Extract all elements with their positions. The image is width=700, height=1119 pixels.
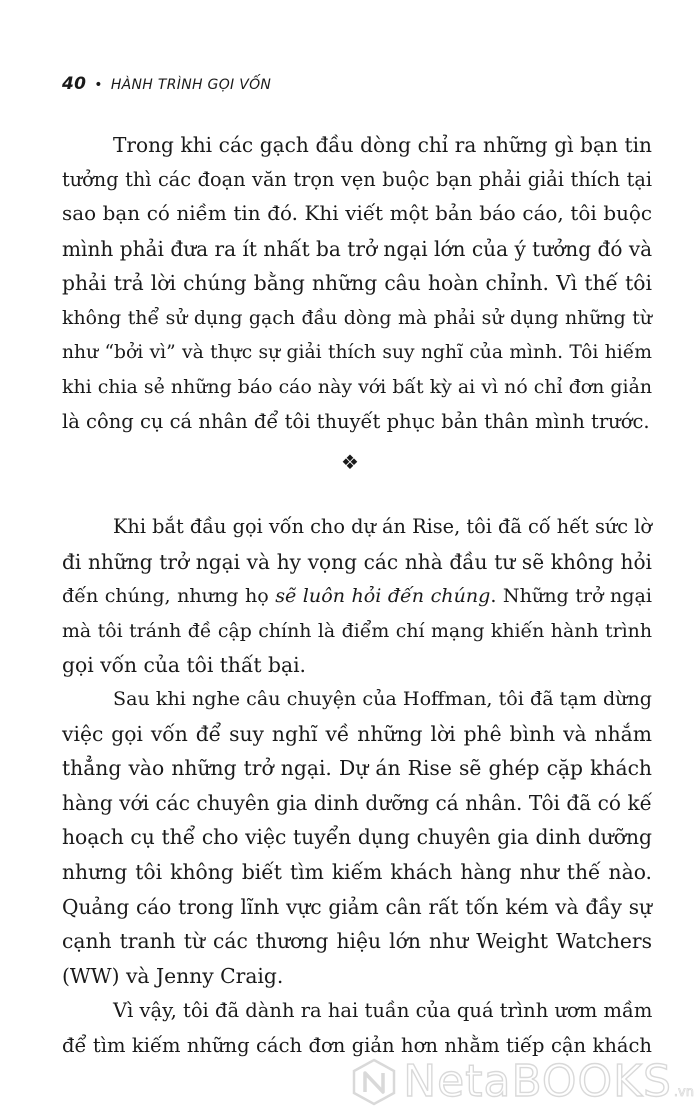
text-line	[62, 579, 652, 614]
text-line: Trong khi các gạch đầu dòng chỉ ra những gì bạn tin	[113, 133, 652, 157]
text-line: không thể sử dụng gạch đầu dòng mà phải sử dụng những từ	[62, 306, 652, 329]
text-line: hoạch cụ thể cho việc tuyển dụng chuyên gia dinh dưỡng	[62, 825, 652, 850]
header-separator: •	[94, 77, 103, 93]
text-line: là công cụ cá nhân để tôi thuyết phục bản thân mình trước.	[62, 409, 650, 433]
text-line: mà tôi tránh đề cập chính là điểm chí mạng khiến hành trình	[62, 619, 652, 642]
text-line: gọi vốn của tôi thất bại.	[62, 653, 306, 678]
text-line: việc gọi vốn để suy nghĩ về những lời phê bình và nhắm	[62, 721, 652, 746]
text-line: mình phải đưa ra ít nhất ba trở ngại lớn của ý tưởng đó và	[62, 236, 653, 261]
watermark-suffix: .vn	[673, 1085, 694, 1100]
text-line: Quảng cáo trong lĩnh vực giảm cân rất tốn kém và đầy sự	[62, 894, 652, 919]
text-run: đến chúng, nhưng họ	[62, 584, 276, 608]
text-line: đi những trở ngại và hy vọng các nhà đầu tư sẽ không hỏi	[62, 549, 652, 574]
italic-emphasis: sẽ luôn hỏi đến chúng	[275, 584, 491, 608]
text-line: hàng với các chuyên gia dinh dưỡng cá nhân. Tôi đã có kế	[62, 790, 652, 815]
text-line: nhưng tôi không biết tìm kiếm khách hàng như thế nào.	[62, 859, 652, 884]
text-line: (WW) và Jenny Craig.	[62, 963, 284, 988]
text-line: phải trả lời chúng bằng những câu hoàn chỉnh. Vì thế tôi	[62, 271, 652, 296]
text-line: Vì vậy, tôi đã dành ra hai tuần của quá trình ươm mầm	[113, 999, 653, 1022]
paragraph-2	[62, 510, 652, 683]
text-line: thẳng vào những trở ngại. Dự án Rise sẽ ghép cặp khách	[62, 756, 652, 781]
text-line: khi chia sẻ những báo cáo này với bất kỳ ai vì nó chỉ đơn giản	[62, 376, 652, 399]
running-title: HÀNH TRÌNH GỌI VỐN	[110, 77, 272, 93]
section-break-ornament: ❖	[341, 450, 359, 474]
text-line: tưởng thì các đoạn văn trọn vẹn buộc bạn phải giải thích tại	[62, 167, 652, 191]
text-line: Khi bắt đầu gọi vốn cho dự án Rise, tôi đã cố hết sức lờ	[113, 515, 652, 538]
page-number: 40	[62, 74, 87, 94]
netabooks-watermark	[349, 1056, 694, 1107]
text-line: Sau khi nghe câu chuyện của Hoffman, tôi đã tạm dừng	[113, 687, 652, 710]
paragraph-1	[62, 128, 652, 439]
text-run: . Những trở ngại	[490, 584, 652, 608]
running-header	[62, 74, 271, 94]
paragraph-3	[62, 682, 652, 993]
n-logo-icon	[349, 1057, 399, 1107]
watermark-brand: NetaBOOKS	[403, 1056, 672, 1107]
paragraph-4	[62, 994, 652, 1063]
text-line: cạnh tranh từ các thương hiệu lớn như Weight Watchers	[62, 929, 652, 954]
text-line: để tìm kiếm những cách đơn giản hơn nhằm tiếp cận khách	[62, 1033, 652, 1057]
text-line: sao bạn có niềm tin đó. Khi viết một bản báo cáo, tôi buộc	[62, 202, 652, 226]
text-line: như “bởi vì” và thực sự giải thích suy nghĩ của mình. Tôi hiếm	[62, 341, 652, 363]
